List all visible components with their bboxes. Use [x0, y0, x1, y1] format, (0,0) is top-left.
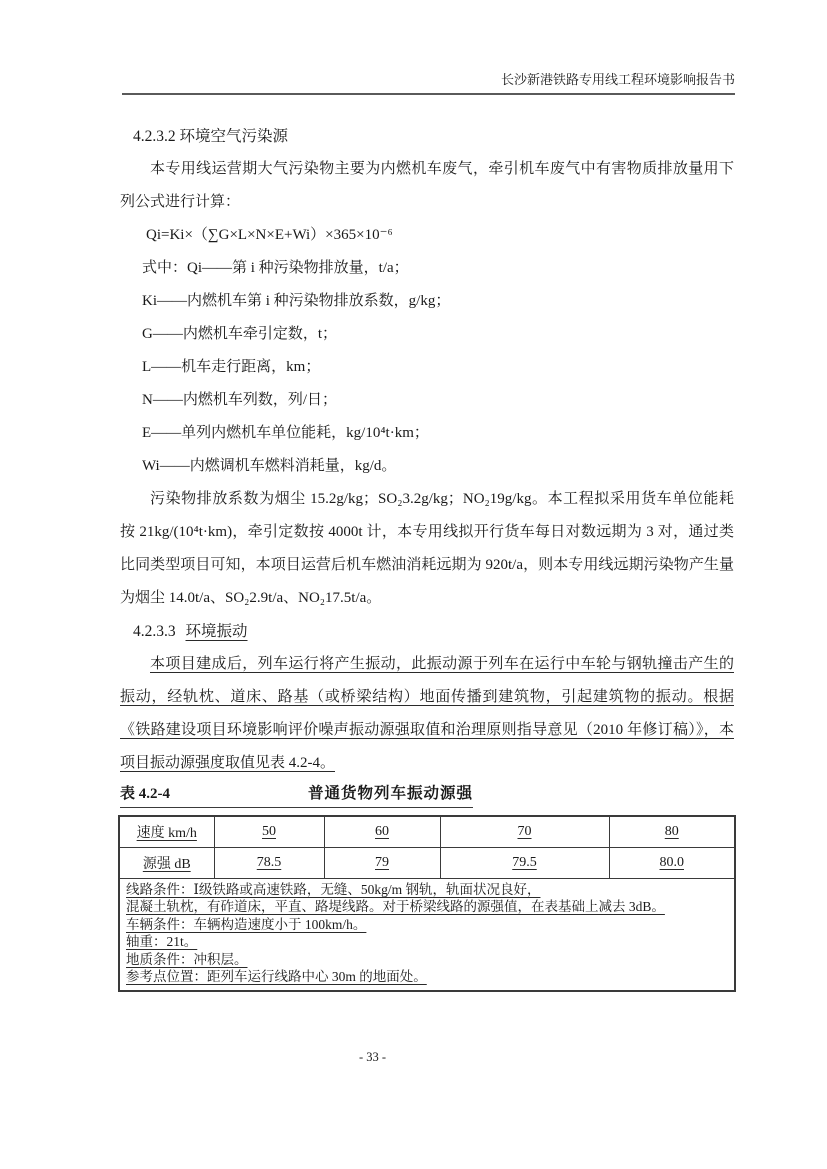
- definition-line: G——内燃机车牵引定数，t；: [142, 326, 338, 342]
- table-value-cell: [214, 816, 324, 847]
- source-header: 源强 dB: [142, 856, 191, 872]
- page-number: - 33 -: [358, 1050, 387, 1064]
- source-value: 79.5: [512, 854, 537, 870]
- section-heading-vibration: [133, 615, 734, 648]
- table-note-line: 混凝土轨枕，有砟道床，平直、路堤线路。对于桥梁线路的源强值，在表基础上减去 3dB。: [126, 899, 665, 915]
- source-value: 80.0: [659, 854, 684, 870]
- table-value-cell: [324, 847, 440, 878]
- header-title: 长沙新港铁路专用线工程环境影响报告书: [500, 72, 735, 87]
- vibration-source-table: [118, 815, 736, 992]
- paragraph-vibration: 本项目建成后，列车运行将产生振动，此振动源于列车在运行中车轮与钢轨撞击产生的振动，经轨枕、道床、路基（或桥梁结构）地面传播到建筑物，引起建筑物的振动。根据《铁路建设项目环境影响评价噪声振动源强取值和治理原则指导意见（2010 年修订稿）》，本项目振动源强度取值见表 4.2-4。: [120, 656, 734, 771]
- table-value-cell: [609, 816, 735, 847]
- formula-definitions: [120, 252, 734, 483]
- section-title: 环境振动: [185, 623, 248, 640]
- table-value-cell: [214, 847, 324, 878]
- definition-line: N——内燃机车列数，列/日；: [142, 392, 338, 408]
- table-note-line: 参考点位置：距列车运行线路中心 30m 的地面处。: [126, 969, 427, 985]
- speed-value: 70: [517, 823, 532, 839]
- table-caption-underline: [120, 782, 473, 808]
- definition-line: L——机车走行距离，km；: [142, 359, 321, 375]
- table-note-line: 地质条件：冲积层。: [126, 951, 248, 967]
- definition-line: Wi——内燃调机车燃料消耗量，kg/d。: [142, 458, 397, 474]
- table-value-cell: [609, 847, 735, 878]
- page-footer: [0, 1048, 745, 1066]
- table-caption-title: 普通货物列车振动源强: [308, 785, 474, 802]
- table-row-source-strength: [119, 847, 735, 878]
- section-heading-air: 4.2.3.2 环境空气污染源: [133, 128, 289, 145]
- source-value: 79: [375, 854, 389, 870]
- table-caption-label: 表 4.2-4: [120, 786, 170, 802]
- table-note-line: 车辆条件：车辆构造速度小于 100km/h。: [126, 916, 367, 932]
- table-row-speed: [119, 816, 735, 847]
- table-value-cell: [440, 816, 609, 847]
- speed-value: 60: [375, 823, 389, 839]
- definition-line: 式中：Qi——第 i 种污染物排放量，t/a；: [142, 260, 409, 276]
- speed-header: 速度 km/h: [136, 825, 197, 841]
- table-note-line: 线路条件：Ⅰ级铁路或高速铁路，无缝、50kg/m 钢轨，轨面状况良好，: [126, 881, 541, 897]
- paragraph-air-intro: 本专用线运营期大气污染物主要为内燃机车废气，牵引机车废气中有害物质排放量用下列公式进行计算：: [120, 161, 734, 210]
- definition-line: E——单列内燃机车单位能耗，kg/10⁴t·km；: [142, 425, 429, 441]
- paragraph-emission-result: 污染物排放系数为烟尘 15.2g/kg；SO₂3.2g/kg；NO₂19g/kg。本工程拟采用货车单位能耗按 21kg/(10⁴t·km)，牵引定数按 4000t 计，本专用线拟开行货车每日对数远期为 3 对，通过类比同类型项目可知，本项目运营后机车燃油消耗远期为 920t/a，则本专用线远期污染物产生量为烟尘 14.0t/a、SO₂2.9t/a、NO₂17.5t/a。: [120, 491, 734, 606]
- speed-value: 80: [664, 823, 679, 839]
- emission-formula: Qi=Ki×（∑G×L×N×E+Wi）×365×10⁻⁶: [146, 227, 393, 243]
- table-value-cell: [324, 816, 440, 847]
- source-value: 78.5: [256, 854, 282, 870]
- table-header-cell: [119, 816, 214, 847]
- table-note-line: 轴重：21t。: [126, 934, 198, 950]
- page-content: [120, 120, 734, 992]
- table-notes-cell: [119, 878, 735, 991]
- table-header-cell: [119, 847, 214, 878]
- table-row-notes: [119, 878, 735, 991]
- speed-value: 50: [262, 823, 276, 839]
- section-number: 4.2.3.3: [133, 623, 176, 640]
- page-header: [122, 70, 735, 95]
- table-value-cell: [440, 847, 609, 878]
- definition-line: Ki——内燃机车第 i 种污染物排放系数，g/kg；: [142, 293, 451, 309]
- table-caption: [120, 782, 734, 808]
